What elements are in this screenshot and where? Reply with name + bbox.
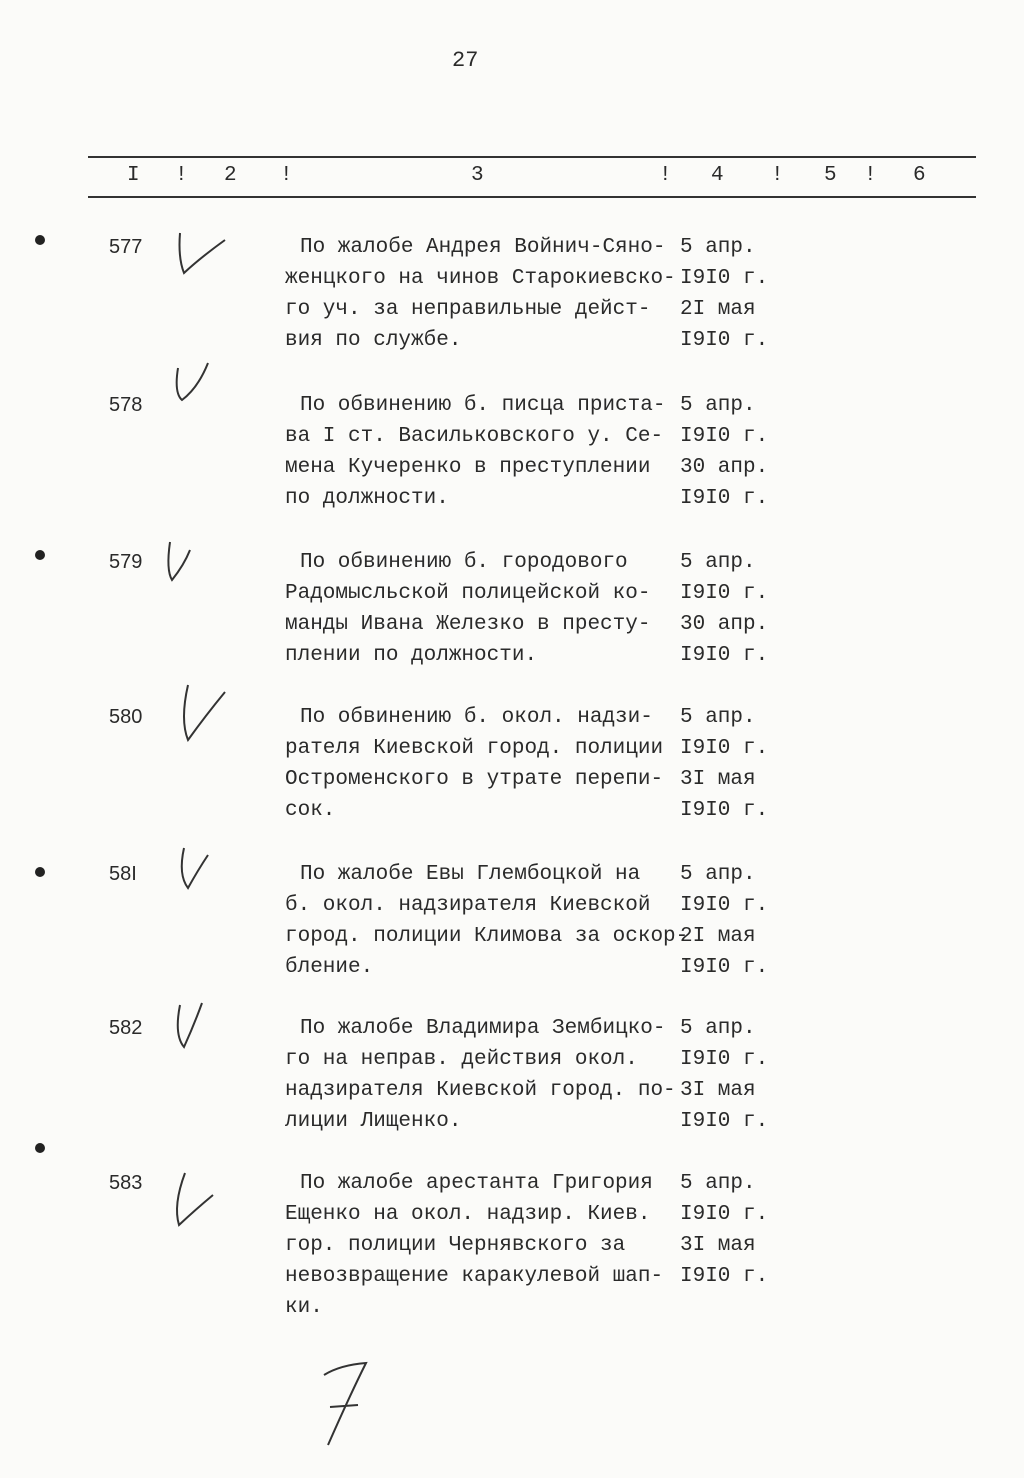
column-header: 4: [711, 164, 724, 187]
column-header: 2: [224, 164, 237, 187]
date-line: I9I0 г.: [680, 799, 769, 822]
description-line: ва I ст. Васильковского у. Се-: [285, 425, 664, 448]
description-line: б. окол. надзирателя Киевской: [285, 894, 651, 917]
description-line: го на неправ. действия окол.: [285, 1048, 638, 1071]
description-line: Ещенко на окол. надзир. Киев.: [285, 1203, 651, 1226]
date-line: I9I0 г.: [680, 1265, 769, 1288]
description-line: манды Ивана Железко в престу-: [285, 613, 651, 636]
date-line: 2I мая: [680, 298, 756, 321]
margin-dot-icon: [30, 545, 50, 565]
date-line: I9I0 г.: [680, 1048, 769, 1071]
column-separator: !: [864, 164, 877, 187]
entry-description: [285, 1013, 676, 1137]
entry-number: 583: [109, 1172, 143, 1194]
entry-dates: [680, 1168, 768, 1292]
entry-description: [285, 702, 663, 826]
date-line: 30 апр.: [680, 613, 769, 636]
date-line: 5 апр.: [680, 1172, 756, 1195]
column-header: I: [127, 164, 140, 187]
column-separator: !: [659, 164, 672, 187]
description-line: вия по службе.: [285, 329, 462, 352]
description-line: По жалобе арестанта Григория: [300, 1172, 653, 1195]
description-line: по должности.: [285, 487, 449, 510]
margin-dot-icon: [30, 862, 50, 882]
date-line: 5 апр.: [680, 394, 756, 417]
date-line: I9I0 г.: [680, 582, 769, 605]
margin-dot-icon: [30, 1138, 50, 1158]
column-separator: !: [771, 164, 784, 187]
entry-number: 579: [109, 551, 143, 573]
date-line: I9I0 г.: [680, 1110, 769, 1133]
description-line: По жалобе Владимира Зембицко-: [300, 1017, 666, 1040]
date-line: 5 апр.: [680, 1017, 756, 1040]
description-line: го уч. за неправильные дейст-: [285, 298, 651, 321]
date-line: I9I0 г.: [680, 737, 769, 760]
description-line: лиции Лищенко.: [285, 1110, 462, 1133]
description-line: сок.: [285, 799, 336, 822]
entry-dates: [680, 1013, 768, 1137]
entry-number: 582: [109, 1017, 143, 1039]
description-line: Остроменского в утрате перепи-: [285, 768, 664, 791]
check-mark-icon: [170, 680, 240, 750]
description-line: По обвинению б. окол. надзи-: [300, 706, 653, 729]
date-line: 5 апр.: [680, 551, 756, 574]
description-line: надзирателя Киевской город. по-: [285, 1079, 676, 1102]
entry-description: [285, 232, 676, 356]
description-line: бление.: [285, 956, 374, 979]
date-line: 5 апр.: [680, 863, 756, 886]
date-line: I9I0 г.: [680, 487, 769, 510]
description-line: рателя Киевской город. полиции: [285, 737, 664, 760]
check-mark-icon: [170, 228, 240, 288]
entry-description: [285, 547, 650, 671]
entry-description: [285, 1168, 663, 1323]
description-line: мена Кучеренко в преступлении: [285, 456, 651, 479]
page-number: 27: [452, 48, 479, 73]
description-line: По обвинению б. писца приста-: [300, 394, 666, 417]
description-line: Радомысльской полицейской ко-: [285, 582, 651, 605]
entry-number: 58I: [109, 863, 137, 885]
header-rule-bottom: [88, 196, 976, 198]
description-line: гор. полиции Чернявского за: [285, 1234, 626, 1257]
date-line: 30 апр.: [680, 456, 769, 479]
column-header: 6: [913, 164, 926, 187]
entry-number: 580: [109, 706, 143, 728]
date-line: I9I0 г.: [680, 956, 769, 979]
date-line: 2I мая: [680, 925, 756, 948]
description-line: По обвинению б. городового: [300, 551, 628, 574]
column-separator: !: [175, 164, 188, 187]
date-line: 5 апр.: [680, 236, 756, 259]
header-rule-top: [88, 156, 976, 158]
check-mark-icon: [170, 358, 240, 418]
date-line: I9I0 г.: [680, 329, 769, 352]
description-line: плении по должности.: [285, 644, 538, 667]
margin-dot-icon: [30, 230, 50, 250]
description-line: невозвращение каракулевой шап-: [285, 1265, 664, 1288]
date-line: 3I мая: [680, 1234, 756, 1257]
column-header: 3: [471, 164, 484, 187]
entry-dates: [680, 859, 768, 983]
entry-dates: [680, 232, 768, 356]
entry-dates: [680, 702, 768, 826]
column-separator: !: [280, 164, 293, 187]
description-line: По жалобе Евы Глембоцкой на: [300, 863, 641, 886]
entry-number: 577: [109, 236, 143, 258]
date-line: I9I0 г.: [680, 644, 769, 667]
handwritten-note: [310, 1355, 380, 1455]
entry-dates: [680, 547, 768, 671]
date-line: I9I0 г.: [680, 425, 769, 448]
description-line: ки.: [285, 1296, 323, 1319]
check-mark-icon: [170, 840, 230, 900]
date-line: I9I0 г.: [680, 894, 769, 917]
date-line: I9I0 г.: [680, 267, 769, 290]
date-line: I9I0 г.: [680, 1203, 769, 1226]
check-mark-icon: [165, 1165, 235, 1235]
column-header: 5: [824, 164, 837, 187]
check-mark-icon: [160, 530, 220, 590]
description-line: женцкого на чинов Старокиевско-: [285, 267, 676, 290]
entry-description: [285, 859, 688, 983]
entry-description: [285, 390, 665, 514]
entry-dates: [680, 390, 768, 514]
date-line: 3I мая: [680, 1079, 756, 1102]
date-line: 3I мая: [680, 768, 756, 791]
description-line: По жалобе Андрея Войнич-Сяно-: [300, 236, 666, 259]
description-line: город. полиции Климова за оскор-: [285, 925, 689, 948]
entry-number: 578: [109, 394, 143, 416]
date-line: 5 апр.: [680, 706, 756, 729]
check-mark-icon: [168, 995, 228, 1055]
